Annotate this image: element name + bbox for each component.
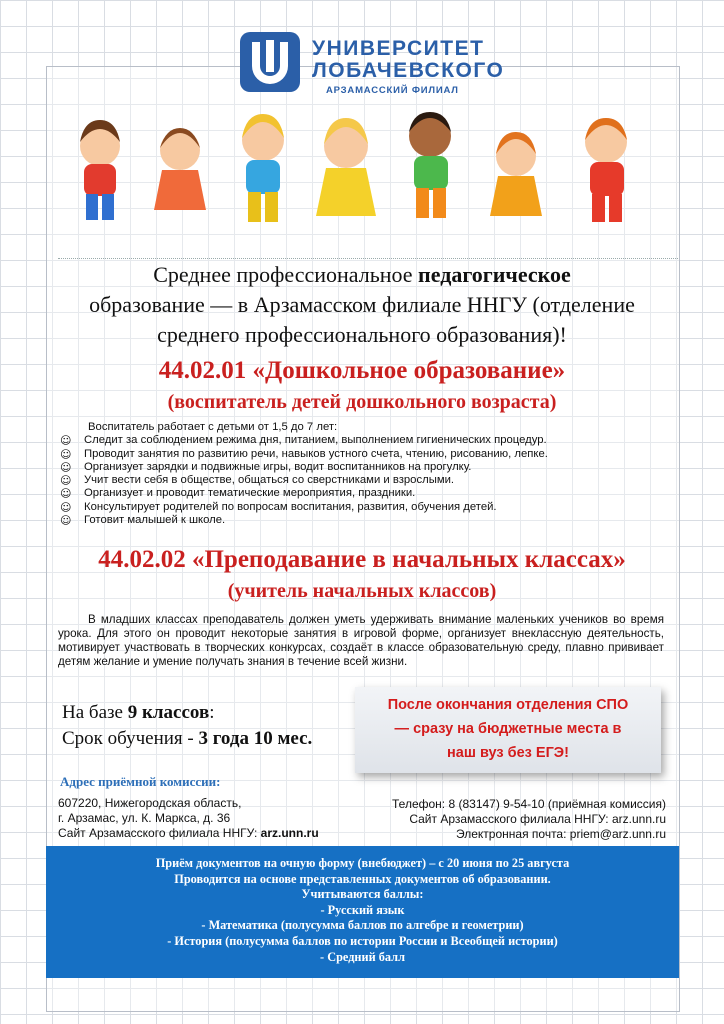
smiley-icon: ☺ <box>60 460 72 474</box>
logo-line-3: АРЗАМАССКИЙ ФИЛИАЛ <box>326 85 459 96</box>
smiley-icon: ☺ <box>60 434 72 448</box>
promo-box <box>355 687 661 773</box>
address-line-2: г. Арзамас, ул. К. Маркса, д. 36 <box>58 811 231 825</box>
list-item: ☺ Готовит малышей к школе. <box>60 514 226 528</box>
base-line-1: На базе 9 классов: <box>62 702 215 723</box>
kid-6 <box>490 132 542 216</box>
dotted-separator <box>58 258 678 259</box>
kid-1 <box>80 120 120 220</box>
spec2-title: 44.02.02 «Преподавание в начальных классах» <box>98 546 626 573</box>
study-base-info <box>62 700 312 752</box>
list-item: ☺ Учит вести себя в обществе, общаться со сверстниками и взрослыми. <box>60 474 455 488</box>
site-link[interactable]: arz.unn.ru <box>260 826 319 840</box>
contact-email[interactable]: Электронная почта: priem@arz.unn.ru <box>456 827 666 841</box>
admission-line: Учитываются баллы: <box>301 887 424 902</box>
promo-line-1: После окончания отделения СПО <box>387 697 629 713</box>
address-line-3: Сайт Арзамасского филиала ННГУ: arz.unn.ru <box>58 826 319 840</box>
kid-4 <box>316 118 376 216</box>
smiley-icon: ☺ <box>60 500 72 514</box>
spec1-duties <box>58 421 668 527</box>
intro-text <box>50 260 674 350</box>
base-line-2: Срок обучения - 3 года 10 мес. <box>62 728 313 749</box>
duties-list <box>58 434 668 527</box>
smiley-icon: ☺ <box>60 474 72 488</box>
spec1-title: 44.02.01 «Дошкольное образование» <box>158 357 566 384</box>
address-line-1: 607220, Нижегородская область, <box>58 796 242 810</box>
kid-3 <box>242 114 284 222</box>
duties-lead: Воспитатель работает с детьми от 1,5 до 7 лет: <box>88 421 338 433</box>
promo-line-2: — сразу на бюджетные места в <box>394 721 622 737</box>
admission-line: Приём документов на очную форму (внебюджет) – с 20 июня по 25 августа <box>155 856 570 870</box>
list-item: ☺ Проводит занятия по развитию речи, навыков устного счета, чтению, рисованию, лепке. <box>60 447 548 461</box>
admission-line: - Математика (полусумма баллов по алгебре и геометрии) <box>201 918 524 933</box>
list-item: ☺ Консультирует родителей по вопросам воспитания, развития, обучения детей. <box>60 500 497 514</box>
smiley-icon: ☺ <box>60 447 72 461</box>
contact-site[interactable]: Сайт Арзамасского филиала ННГУ: arz.unn.ru <box>409 812 666 826</box>
promo-line-3: наш вуз без ЕГЭ! <box>447 745 569 761</box>
kid-7 <box>585 118 627 222</box>
logo-text <box>312 38 504 96</box>
admission-line: - Русский язык <box>320 902 405 917</box>
kid-5 <box>409 112 451 218</box>
list-item: ☺ Организует зарядки и подвижные игры, водит воспитанников на прогулку. <box>60 460 472 474</box>
address-block <box>58 796 319 841</box>
university-logo <box>238 30 505 106</box>
admission-line: Проводится на основе представленных документов об образовании. <box>174 871 551 886</box>
contact-phone: Телефон: 8 (83147) 9-54-10 (приёмная комиссия) <box>392 797 666 811</box>
spec1-subtitle: (воспитатель детей дошкольного возраста) <box>167 391 557 413</box>
logo-line-1: УНИВЕРСИТЕТ <box>312 37 485 60</box>
unn-logo-icon <box>238 30 302 94</box>
spec2-subtitle: (учитель начальных классов) <box>227 580 497 602</box>
address-title: Адрес приёмной комиссии: <box>60 774 221 789</box>
admission-info-box <box>46 846 679 978</box>
admission-line: - Средний балл <box>320 949 405 964</box>
intro-part-1: Среднее профессиональное <box>153 262 419 287</box>
smiley-icon: ☺ <box>60 514 72 528</box>
logo-line-2: ЛОБАЧЕВСКОГО <box>312 59 505 82</box>
kid-2 <box>154 128 206 210</box>
spec2-description: В младших классах преподаватель должен уметь удерживать внимание маленьких учеников во время урока. Для этого он проводит некоторые занятия в игровой форме, организует внеклассную деятельность, мотивирует участвовать в творческих конкурсах, создаёт в классе образовательную среду, плавно прививает детям желание и умение получать знания в течение всей жизни. <box>58 613 664 668</box>
jumping-kids-illustration <box>58 98 678 258</box>
list-item: ☺ Следит за соблюдением режима дня, питанием, выполнением гигиенических процедур. <box>60 434 547 448</box>
smiley-icon: ☺ <box>60 487 72 501</box>
contacts-block <box>392 797 666 842</box>
intro-part-2: образование — в Арзамасском филиале ННГУ (отделение среднего профессионального образования)! <box>89 292 635 347</box>
intro-bold: педагогическое <box>418 262 571 287</box>
list-item: ☺ Организует и проводит тематические мероприятия, праздники. <box>60 487 416 501</box>
admission-line: - История (полусумма баллов по истории России и Всеобщей истории) <box>167 933 558 948</box>
